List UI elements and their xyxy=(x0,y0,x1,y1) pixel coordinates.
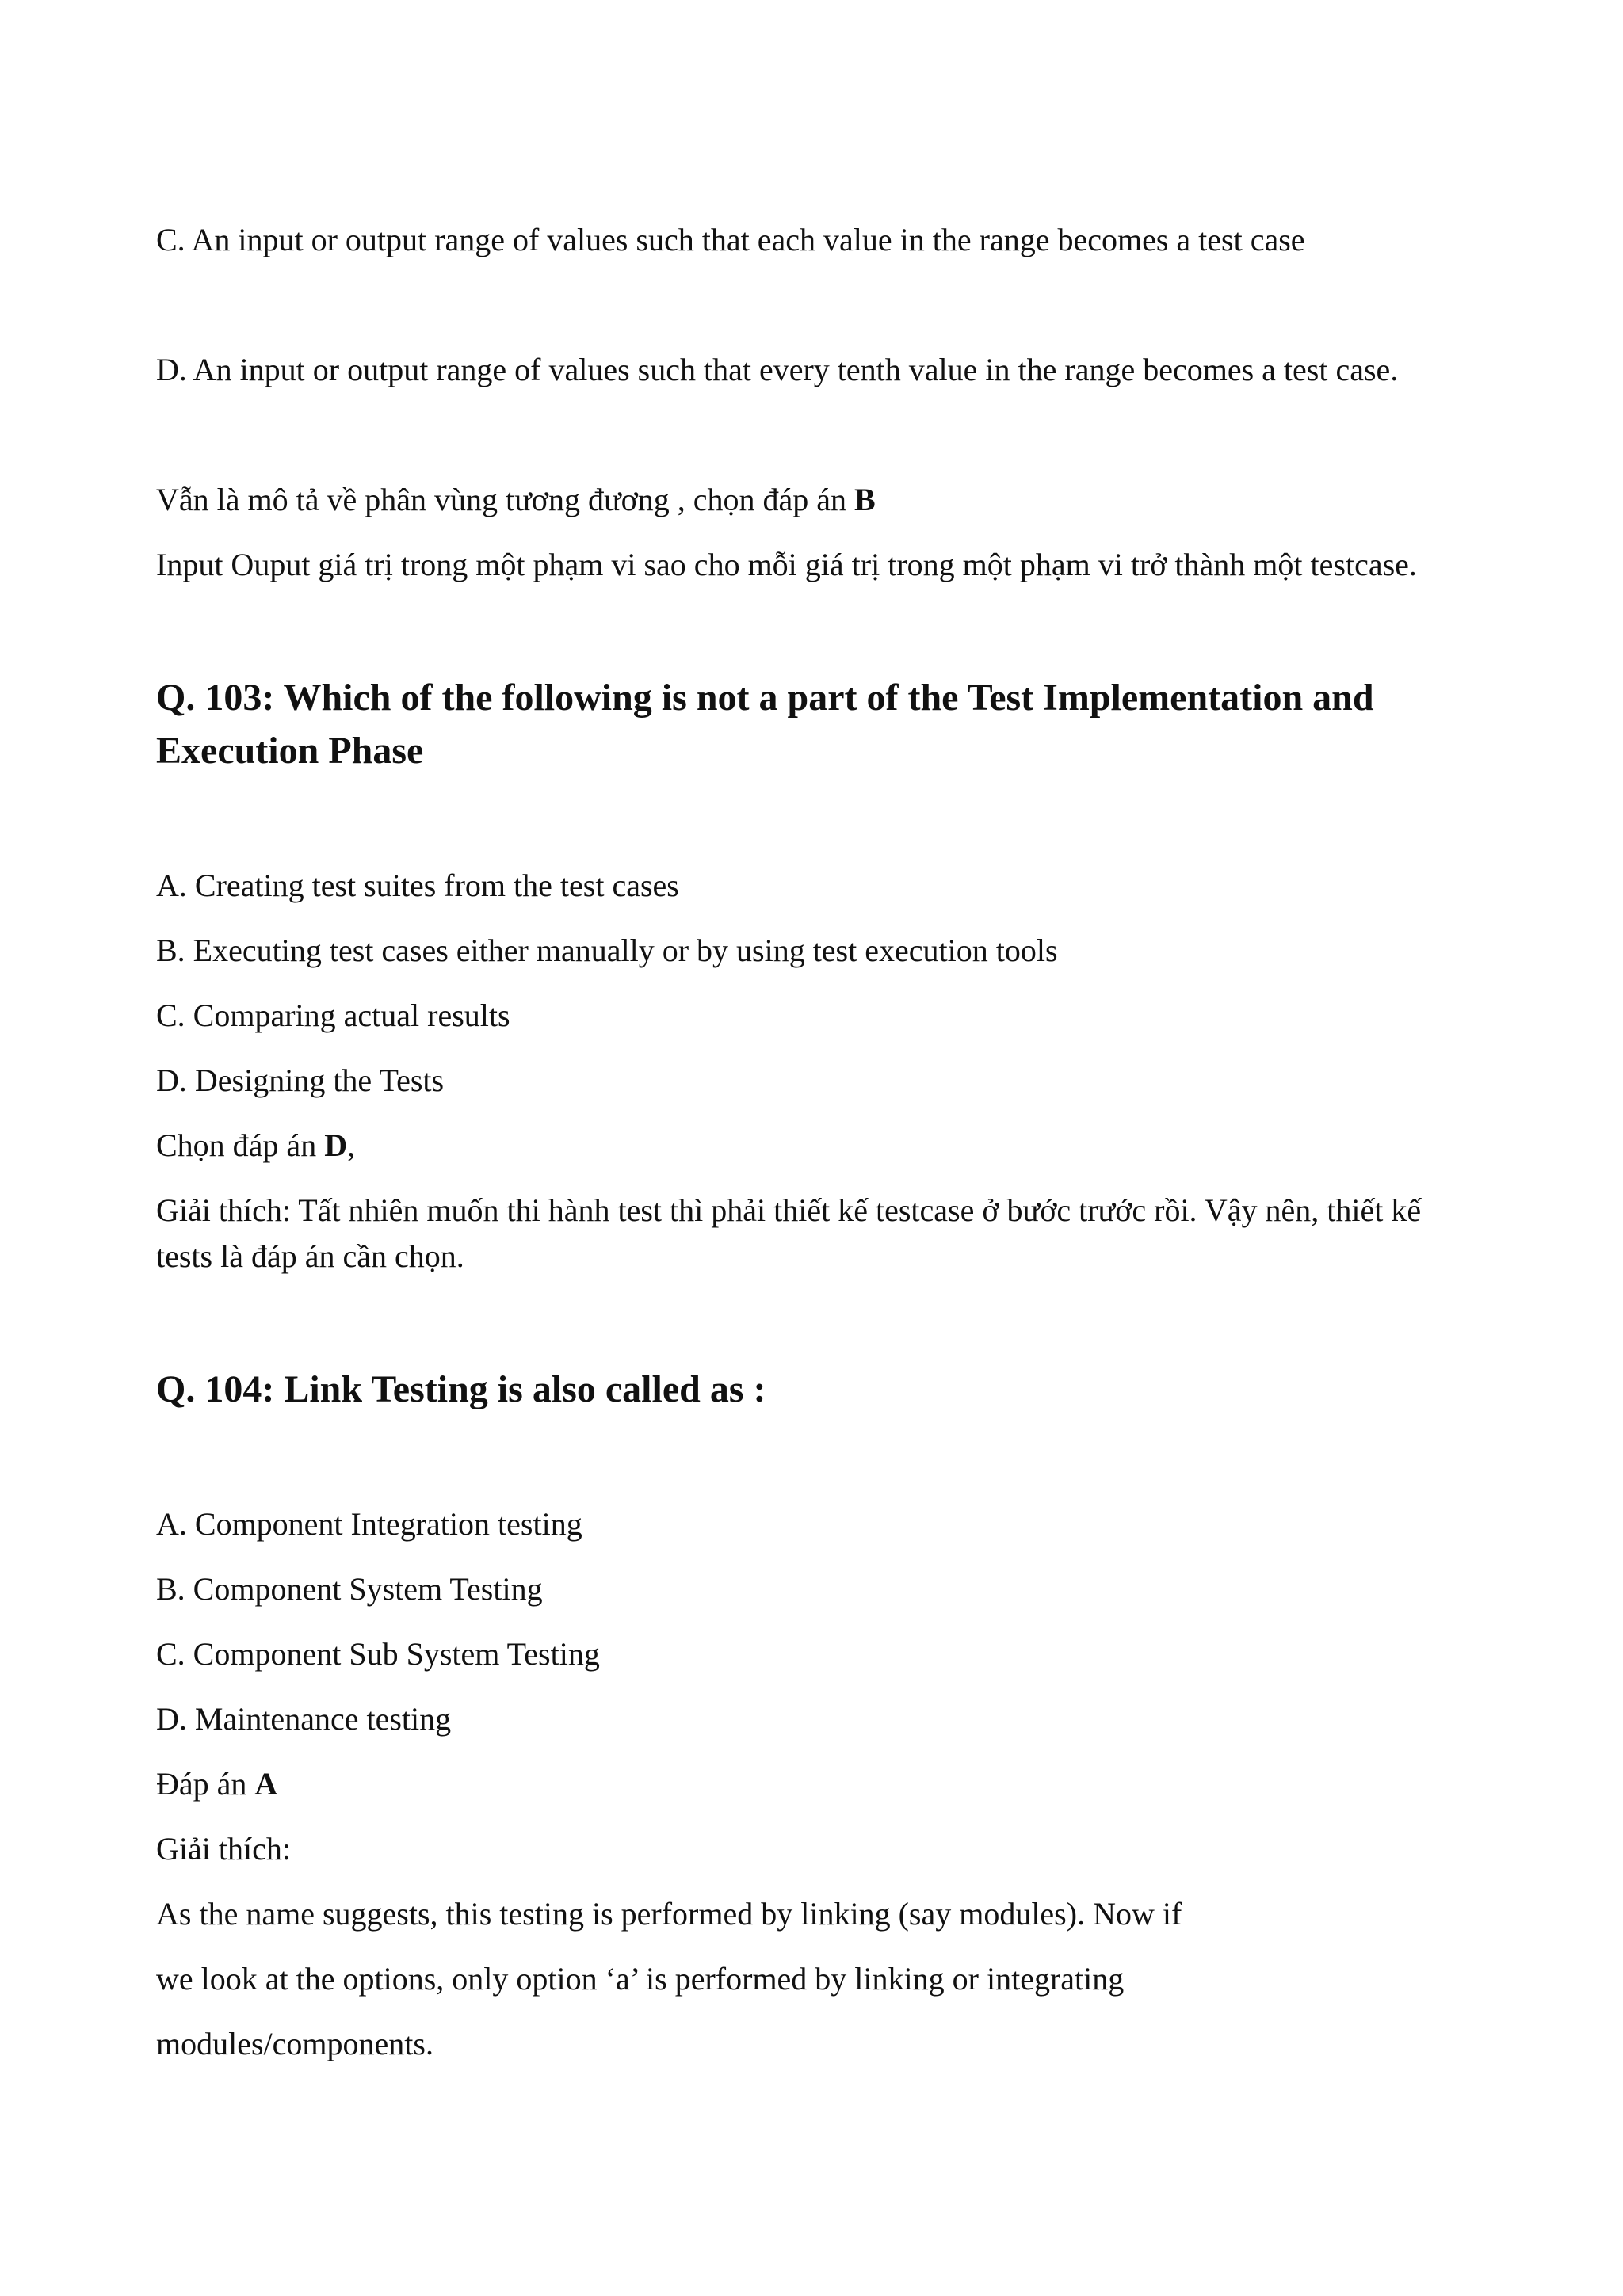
q103-title-line2: Execution Phase xyxy=(156,730,424,772)
q103-option-b: B. Executing test cases either manually or by using test execution tools xyxy=(156,933,1058,968)
q104-answer-letter: A xyxy=(254,1766,278,1802)
prev-explanation: Input Ouput giá trị trong một phạm vi sao cho mỗi giá trị trong một phạm vi trở thành một testcase. xyxy=(156,547,1417,582)
q103-option-d: D. Designing the Tests xyxy=(156,1062,445,1098)
q103-answer-line xyxy=(156,1123,355,1169)
q104-explanation-line1: As the name suggests, this testing is performed by linking (say modules). Now if xyxy=(156,1896,1182,1932)
q103-title-line1: Q. 103: Which of the following is not a part of the Test Implementation and xyxy=(156,677,1374,719)
q103-option-c: C. Comparing actual results xyxy=(156,997,510,1033)
prev-answer-line xyxy=(156,477,876,523)
q103-explanation-line2: tests là đáp án cần chọn. xyxy=(156,1238,464,1274)
q103-option-a: A. Creating test suites from the test cases xyxy=(156,868,679,903)
q104-answer-line xyxy=(156,1761,277,1807)
q103-answer-letter: D xyxy=(324,1127,348,1163)
q104-option-a: A. Component Integration testing xyxy=(156,1506,582,1542)
q103-answer-prefix: Chọn đáp án xyxy=(156,1127,325,1163)
q104-explanation-label: Giải thích: xyxy=(156,1831,291,1867)
prev-option-c: C. An input or output range of values such that each value in the range becomes a test case xyxy=(156,222,1305,257)
prev-option-d: D. An input or output range of values such that every tenth value in the range becomes a test case. xyxy=(156,352,1399,387)
prev-answer-letter: B xyxy=(854,482,876,517)
q104-answer-prefix: Đáp án xyxy=(156,1766,255,1802)
prev-answer-prefix: Vẫn là mô tả về phân vùng tương đương , chọn đáp án xyxy=(156,482,855,517)
q104-explanation-line2: we look at the options, only option ‘a’ is performed by linking or integrating xyxy=(156,1961,1125,1997)
q104-title: Q. 104: Link Testing is also called as : xyxy=(156,1368,766,1410)
q104-option-b: B. Component System Testing xyxy=(156,1571,543,1607)
q104-option-d: D. Maintenance testing xyxy=(156,1701,452,1737)
q103-explanation-line1: Giải thích: Tất nhiên muốn thi hành test thì phải thiết kế testcase ở bước trước rồi. Vậy nên, thiết kế xyxy=(156,1192,1422,1228)
q103-answer-suffix: , xyxy=(347,1127,356,1163)
q104-option-c: C. Component Sub System Testing xyxy=(156,1636,600,1672)
q104-explanation-line3: modules/components. xyxy=(156,2026,433,2061)
